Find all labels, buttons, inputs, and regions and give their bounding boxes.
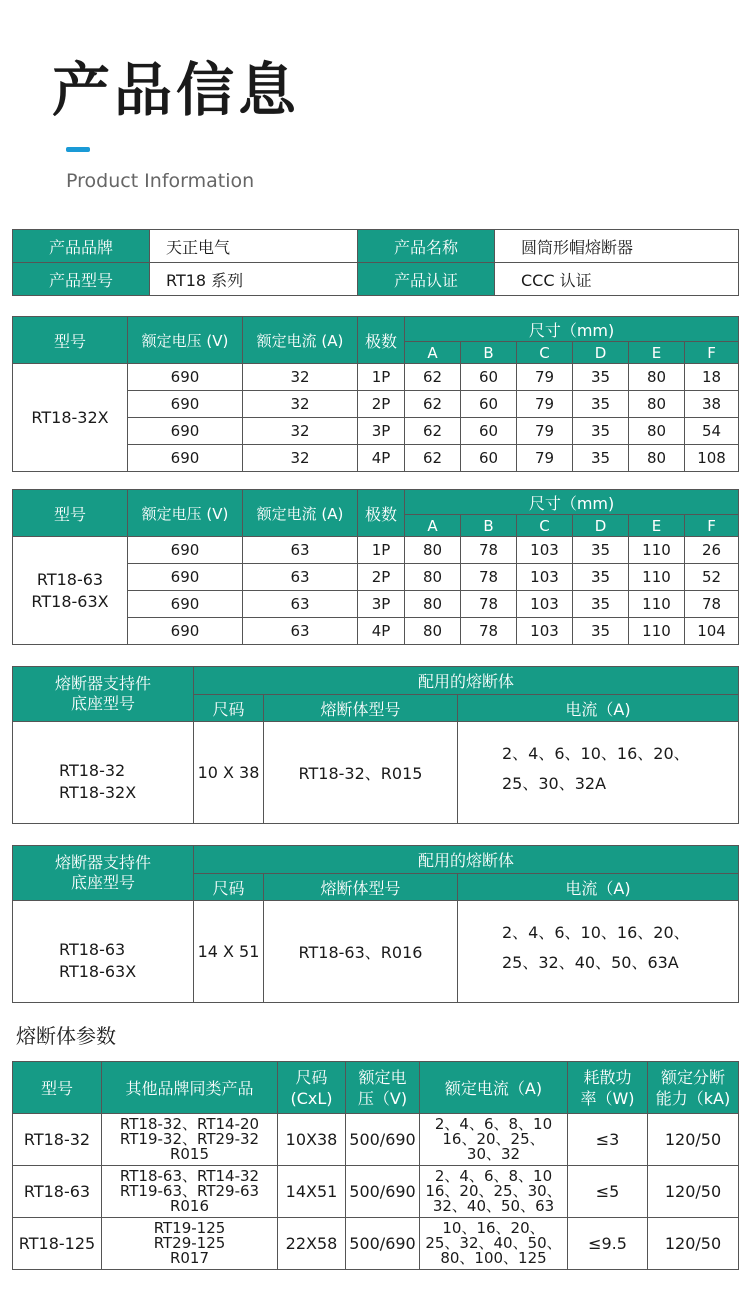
cell: 35	[573, 537, 629, 564]
cell: 62	[405, 391, 461, 418]
base-model-line: RT18-32	[59, 760, 126, 780]
line: RT19-125	[153, 1219, 226, 1237]
spec-header-col: A	[405, 515, 461, 537]
base-current-cell	[458, 901, 739, 1003]
cell: 108	[685, 445, 739, 472]
title-accent-bar	[66, 147, 90, 152]
cell: 103	[517, 537, 573, 564]
table-row	[13, 1114, 739, 1166]
cell: 2P	[358, 564, 405, 591]
fuse-header-current: 额定电流（A)	[420, 1062, 568, 1114]
model-label: 产品型号	[13, 263, 150, 296]
spec-header-col: E	[629, 515, 685, 537]
line: R017	[169, 1249, 210, 1267]
base-table-rt18-63	[12, 845, 739, 1003]
base-header-line: 熔断器支持件	[54, 674, 151, 693]
fuse-other-cell	[102, 1166, 278, 1218]
cell: 79	[517, 364, 573, 391]
cell: 110	[629, 564, 685, 591]
table-row	[13, 901, 739, 1003]
cell: 79	[517, 418, 573, 445]
cell: 80	[629, 445, 685, 472]
cell: RT18-32	[13, 1114, 102, 1166]
spec-header-voltage: 额定电压 (V)	[128, 490, 243, 537]
cell: 60	[461, 445, 517, 472]
cell: 32	[243, 418, 358, 445]
spec-header-poles: 极数	[358, 490, 405, 537]
base-model-cell	[13, 722, 194, 824]
base-size-cell: 10 X 38	[194, 722, 264, 824]
cell: 4P	[358, 445, 405, 472]
page-title: 产品信息	[52, 56, 301, 124]
base-fuse-cell: RT18-32、R015	[264, 722, 458, 824]
model-value: RT18 系列	[150, 263, 358, 296]
cell: 690	[128, 391, 243, 418]
fuse-header-power	[568, 1062, 648, 1114]
cell: 80	[629, 418, 685, 445]
base-header-line: 底座型号	[70, 873, 135, 892]
name-label: 产品名称	[358, 230, 495, 263]
cell: 62	[405, 445, 461, 472]
line: RT18-63、RT14-32	[119, 1167, 260, 1185]
cell: ≤3	[568, 1114, 648, 1166]
cell: 110	[629, 537, 685, 564]
fuse-header-line: 额定分断	[660, 1067, 725, 1087]
cell: 78	[461, 564, 517, 591]
cell: 35	[573, 391, 629, 418]
cell: 35	[573, 564, 629, 591]
fuse-current-cell	[420, 1218, 568, 1270]
base-current-cell	[458, 722, 739, 824]
spec-header-col: F	[685, 515, 739, 537]
cell: 3P	[358, 418, 405, 445]
line: R016	[169, 1197, 210, 1215]
spec-header-size: 尺寸（mm)	[405, 317, 739, 342]
cell: 80	[405, 564, 461, 591]
table-row	[13, 1166, 739, 1218]
base-header-model	[13, 846, 194, 901]
cell: ≤9.5	[568, 1218, 648, 1270]
base-header-line: 底座型号	[70, 694, 135, 713]
cell: 60	[461, 391, 517, 418]
base-current-line: 25、30、32A	[502, 773, 607, 793]
fuse-header-other: 其他品牌同类产品	[102, 1062, 278, 1114]
fuse-header-line: 耗散功	[583, 1067, 632, 1087]
cell: 103	[517, 618, 573, 645]
cert-value: CCC 认证	[495, 263, 739, 296]
spec-header-current: 额定电流 (A)	[243, 317, 358, 364]
cell: 63	[243, 591, 358, 618]
line: 2、4、6、8、10	[434, 1115, 553, 1133]
base-current-line: 25、32、40、50、63A	[502, 952, 679, 972]
table-row	[13, 1218, 739, 1270]
table-row	[13, 364, 739, 391]
spec-model-line: RT18-63X	[31, 591, 109, 611]
base-size-cell: 14 X 51	[194, 901, 264, 1003]
spec-table-rt18-63	[12, 489, 739, 645]
fuse-header-voltage	[346, 1062, 420, 1114]
cell: 4P	[358, 618, 405, 645]
table-row	[13, 537, 739, 564]
cell: 35	[573, 364, 629, 391]
cell: 2P	[358, 391, 405, 418]
spec-model-cell	[13, 537, 128, 645]
fuse-header-breaking	[648, 1062, 739, 1114]
name-value: 圆筒形帽熔断器	[495, 230, 739, 263]
cert-label: 产品认证	[358, 263, 495, 296]
cell: 103	[517, 591, 573, 618]
cell: 80	[629, 391, 685, 418]
cell: 35	[573, 445, 629, 472]
fuse-header-size	[278, 1062, 346, 1114]
cell: 690	[128, 418, 243, 445]
line: 32、40、50、63	[432, 1197, 555, 1215]
cell: 104	[685, 618, 739, 645]
spec-header-voltage: 额定电压 (V)	[128, 317, 243, 364]
line: 30、32	[466, 1145, 521, 1163]
cell: 80	[629, 364, 685, 391]
base-header-match: 配用的熔断体	[194, 846, 739, 874]
line: 25、32、40、50、	[425, 1234, 562, 1252]
spec-header-model: 型号	[13, 490, 128, 537]
spec-header-col: B	[461, 515, 517, 537]
brand-value: 天正电气	[150, 230, 358, 263]
cell: 63	[243, 564, 358, 591]
line: 10、16、20、	[442, 1219, 545, 1237]
spec-header-col: C	[517, 342, 573, 364]
page-subtitle: Product Information	[66, 170, 255, 192]
fuse-header-line: 额定电	[358, 1067, 407, 1087]
cell: 500/690	[346, 1166, 420, 1218]
cell: 32	[243, 391, 358, 418]
cell: 63	[243, 618, 358, 645]
fuse-section-title: 熔断体参数	[16, 1024, 116, 1048]
cell: 78	[461, 537, 517, 564]
cell: 1P	[358, 364, 405, 391]
line: RT29-125	[153, 1234, 226, 1252]
cell: 690	[128, 364, 243, 391]
cell: RT18-125	[13, 1218, 102, 1270]
product-info-table	[12, 229, 739, 296]
cell: 690	[128, 591, 243, 618]
base-header-model	[13, 667, 194, 722]
spec-header-col: F	[685, 342, 739, 364]
base-header-fuse-model: 熔断体型号	[264, 874, 458, 901]
cell: 80	[405, 618, 461, 645]
fuse-header-line: 尺码	[295, 1067, 328, 1087]
cell: 500/690	[346, 1218, 420, 1270]
line: RT19-63、RT29-63	[119, 1182, 260, 1200]
cell: 120/50	[648, 1218, 739, 1270]
cell: 63	[243, 537, 358, 564]
cell: 52	[685, 564, 739, 591]
line: RT18-32、RT14-20	[119, 1115, 260, 1133]
base-header-match: 配用的熔断体	[194, 667, 739, 695]
cell: 32	[243, 364, 358, 391]
fuse-header-model: 型号	[13, 1062, 102, 1114]
cell: 690	[128, 537, 243, 564]
cell: 14X51	[278, 1166, 346, 1218]
cell: 35	[573, 418, 629, 445]
base-current-line: 2、4、6、10、16、20、	[502, 922, 690, 942]
cell: 78	[685, 591, 739, 618]
base-header-size: 尺码	[194, 874, 264, 901]
cell: 690	[128, 618, 243, 645]
base-table-rt18-32	[12, 666, 739, 824]
cell: 80	[405, 537, 461, 564]
cell: 690	[128, 445, 243, 472]
base-header-line: 熔断器支持件	[54, 853, 151, 872]
cell: 38	[685, 391, 739, 418]
spec-header-col: B	[461, 342, 517, 364]
cell: 120/50	[648, 1166, 739, 1218]
fuse-header-line: 压（V)	[357, 1088, 408, 1108]
table-row	[13, 722, 739, 824]
cell: 79	[517, 445, 573, 472]
cell: 60	[461, 364, 517, 391]
base-header-current: 电流（A)	[458, 695, 739, 722]
line: R015	[169, 1145, 210, 1163]
spec-table-rt18-32	[12, 316, 739, 472]
base-header-size: 尺码	[194, 695, 264, 722]
cell: 22X58	[278, 1218, 346, 1270]
cell: 62	[405, 364, 461, 391]
spec-header-col: A	[405, 342, 461, 364]
fuse-header-line: (CxL)	[290, 1088, 333, 1108]
base-model-cell	[13, 901, 194, 1003]
cell: 110	[629, 591, 685, 618]
cell: 54	[685, 418, 739, 445]
cell: 78	[461, 618, 517, 645]
cell: 32	[243, 445, 358, 472]
fuse-param-table	[12, 1061, 739, 1270]
spec-header-col: D	[573, 515, 629, 537]
cell: 80	[405, 591, 461, 618]
base-header-current: 电流（A)	[458, 874, 739, 901]
cell: 690	[128, 564, 243, 591]
spec-header-col: C	[517, 515, 573, 537]
cell: RT18-63	[13, 1166, 102, 1218]
spec-model-line: RT18-63	[36, 569, 104, 589]
line: 16、20、25、	[442, 1130, 545, 1148]
cell: 35	[573, 618, 629, 645]
cell: 18	[685, 364, 739, 391]
fuse-other-cell	[102, 1218, 278, 1270]
base-header-fuse-model: 熔断体型号	[264, 695, 458, 722]
cell: 62	[405, 418, 461, 445]
fuse-current-cell	[420, 1166, 568, 1218]
cell: 120/50	[648, 1114, 739, 1166]
spec-header-col: D	[573, 342, 629, 364]
cell: 500/690	[346, 1114, 420, 1166]
spec-header-col: E	[629, 342, 685, 364]
line: 80、100、125	[440, 1249, 547, 1267]
base-model-line: RT18-63X	[59, 961, 137, 981]
base-fuse-cell: RT18-63、R016	[264, 901, 458, 1003]
cell: 26	[685, 537, 739, 564]
line: RT19-32、RT29-32	[119, 1130, 260, 1148]
cell: ≤5	[568, 1166, 648, 1218]
cell: 10X38	[278, 1114, 346, 1166]
fuse-other-cell	[102, 1114, 278, 1166]
fuse-current-cell	[420, 1114, 568, 1166]
base-current-line: 2、4、6、10、16、20、	[502, 743, 690, 763]
fuse-header-line: 能力（kA)	[655, 1088, 731, 1108]
fuse-header-line: 率（W)	[580, 1088, 635, 1108]
brand-label: 产品品牌	[13, 230, 150, 263]
cell: 78	[461, 591, 517, 618]
cell: 79	[517, 391, 573, 418]
line: 2、4、6、8、10	[434, 1167, 553, 1185]
line: 16、20、25、30、	[425, 1182, 562, 1200]
spec-header-size: 尺寸（mm)	[405, 490, 739, 515]
spec-header-model: 型号	[13, 317, 128, 364]
cell: 1P	[358, 537, 405, 564]
base-model-line: RT18-32X	[59, 782, 137, 802]
cell: 103	[517, 564, 573, 591]
spec-model-cell: RT18-32X	[13, 364, 128, 472]
cell: 60	[461, 418, 517, 445]
base-model-line: RT18-63	[59, 939, 126, 959]
cell: 110	[629, 618, 685, 645]
spec-header-current: 额定电流 (A)	[243, 490, 358, 537]
spec-header-poles: 极数	[358, 317, 405, 364]
cell: 3P	[358, 591, 405, 618]
cell: 35	[573, 591, 629, 618]
